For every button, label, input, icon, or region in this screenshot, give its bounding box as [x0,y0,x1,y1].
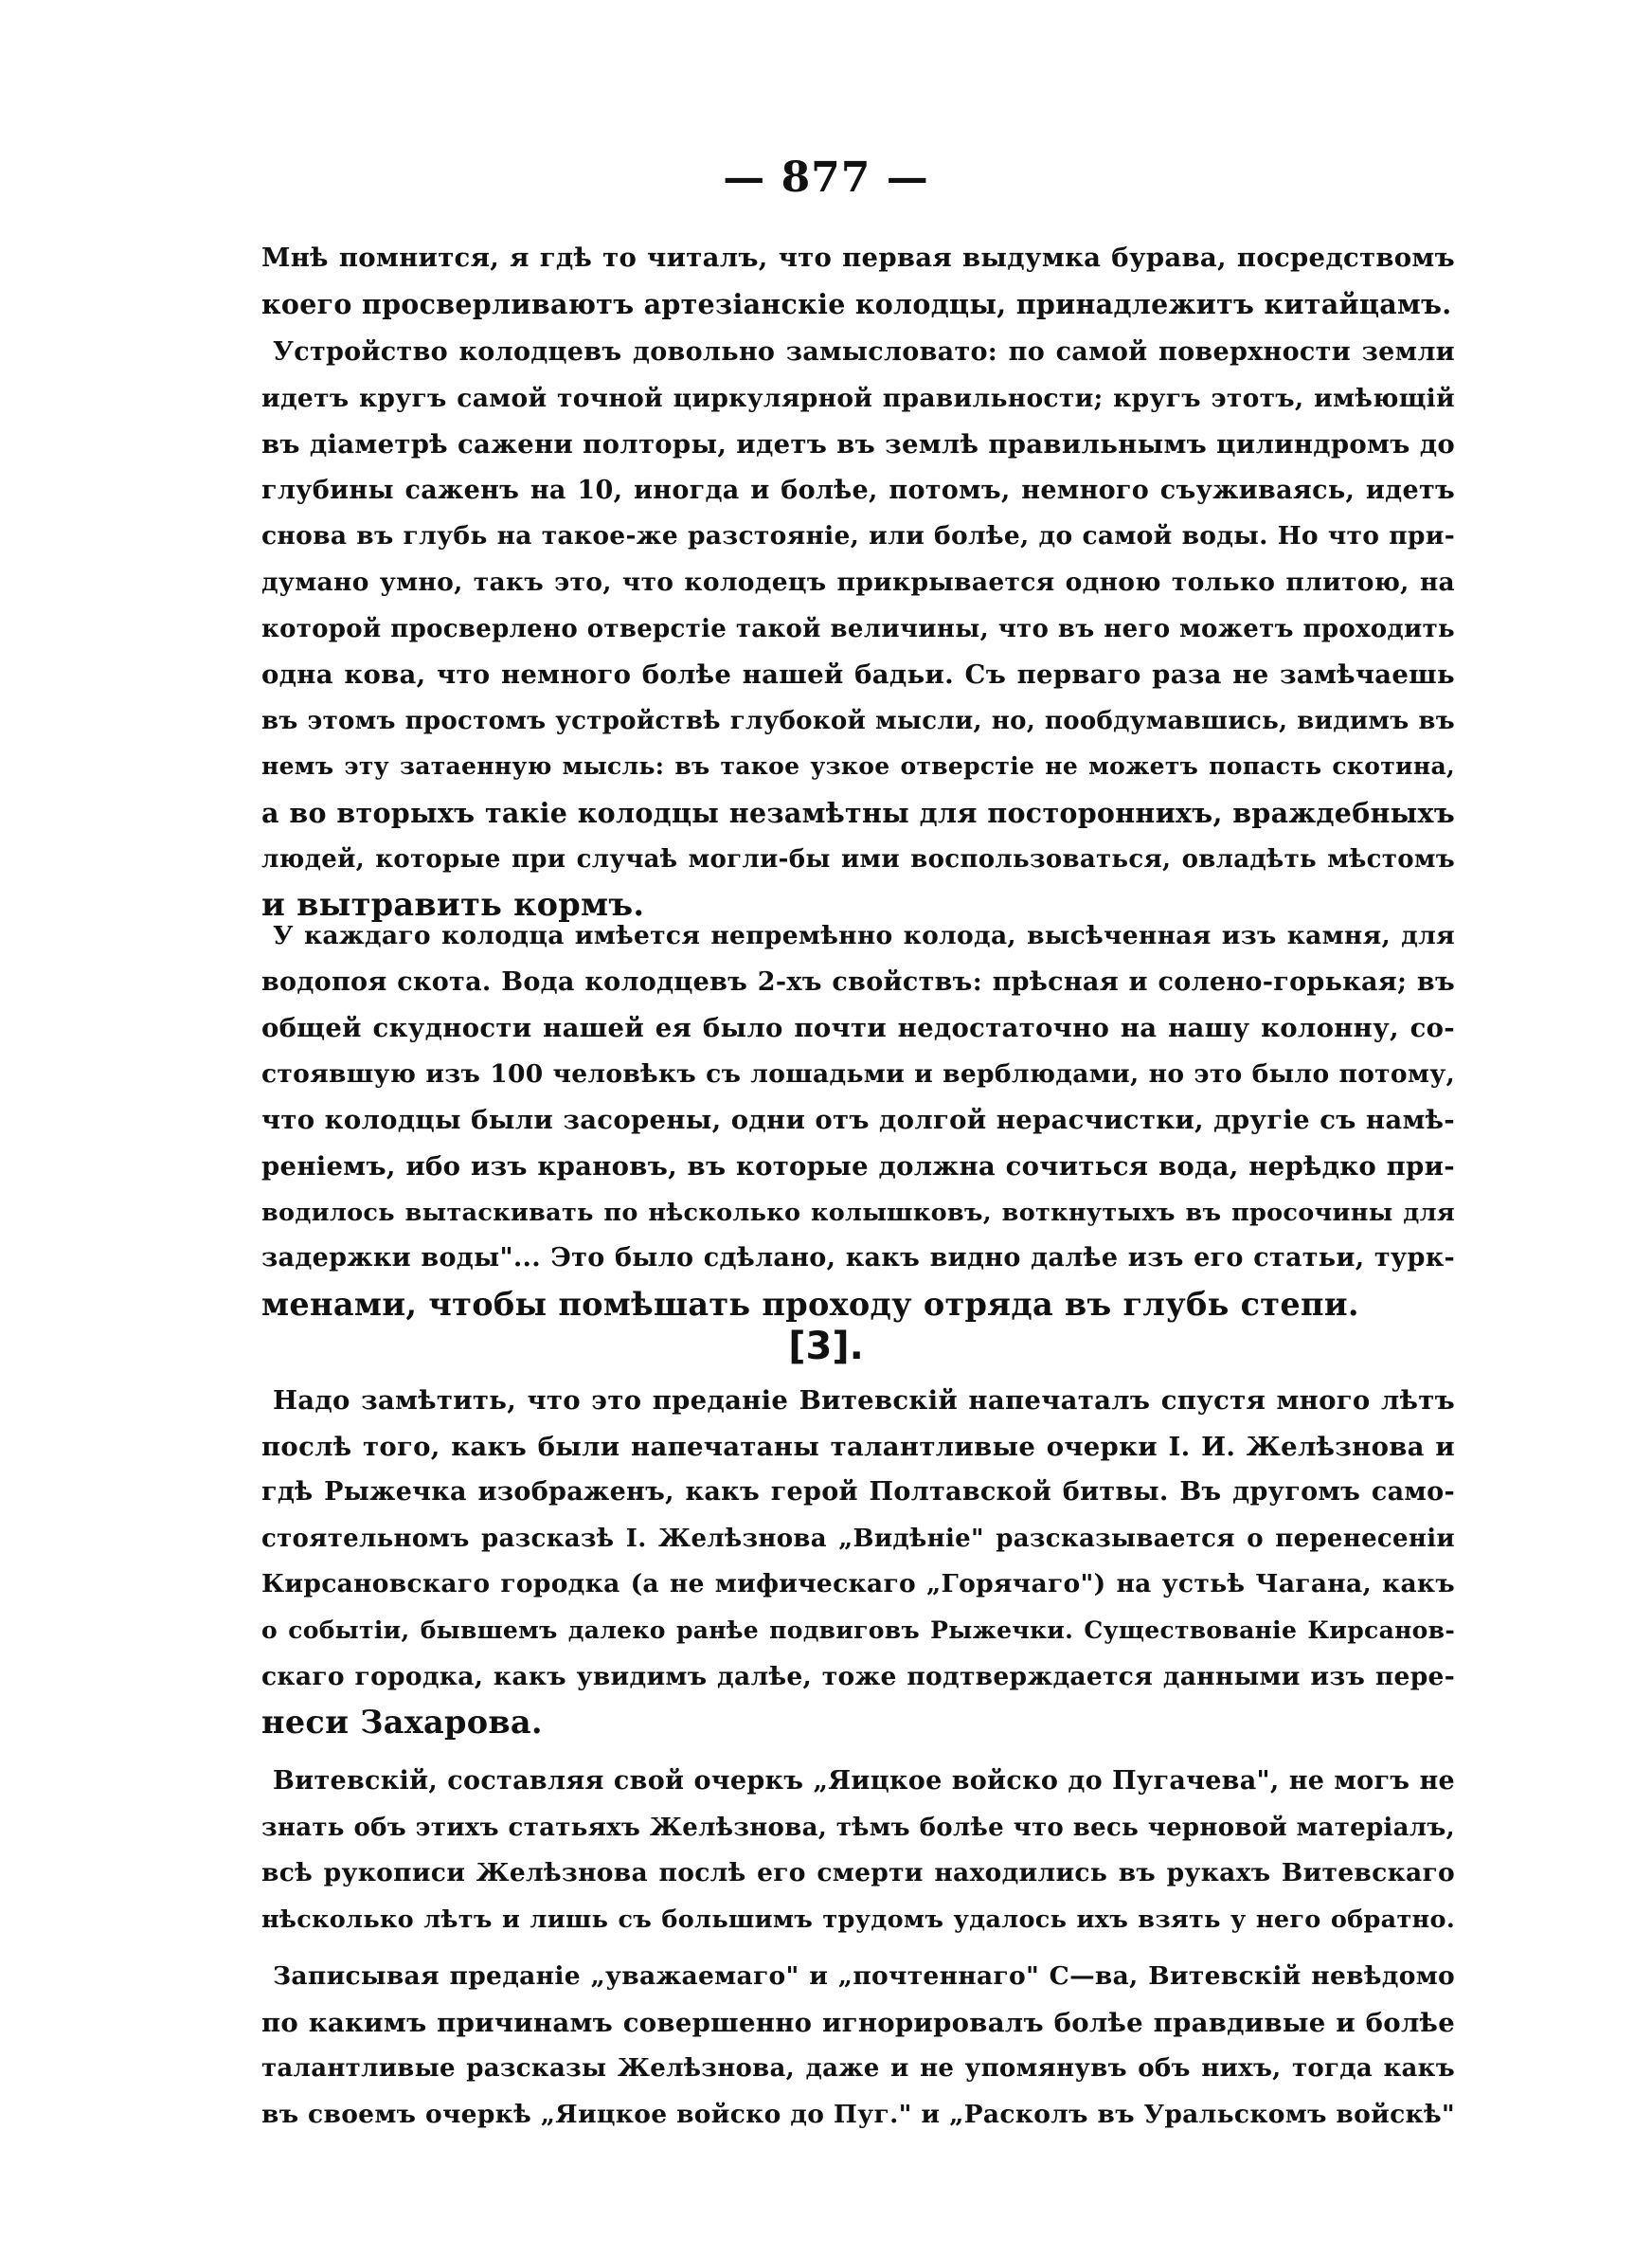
text-line: общей скудности нашей ея было почти недостаточно на нашу колонну, со- [261,1013,1455,1044]
text-line: немъ эту затаенную мысль: въ такое узкое отверстіе не можетъ попасть скотина, [261,752,1455,781]
text-line: по какимъ причинамъ совершенно игнорировалъ болѣе правдивые и болѣе [261,2007,1455,2038]
text-line: скаго городка, какъ увидимъ далѣе, тоже подтверждается данными изъ пере- [261,1661,1455,1691]
text-line: которой просверлено отверстіе такой величины, что въ него можетъ проходить [261,614,1455,643]
text-line: Надо замѣтить, что это преданіе Витевскій напечаталъ спустя много лѣтъ [273,1385,1455,1416]
text-line: стоявшую изъ 100 человѣкъ съ лошадьми и верблюдами, но это было потому, [261,1058,1455,1089]
text-line: снова въ глубь на такое-же разстояніе, или болѣе, до самой воды. Но что при- [261,521,1455,551]
text-line: людей, которые при случаѣ могли-бы ими воспользоваться, овладѣть мѣстомъ [261,844,1455,874]
text-line: послѣ того, какъ были напечатаны талантливые очерки I. И. Желѣзнова и [261,1431,1455,1462]
text-line: всѣ рукописи Желѣзнова послѣ его смерти находились въ рукахъ Витевскаго [261,1858,1455,1888]
paragraph-3 [261,913,1455,1327]
text-line: что колодцы были засорены, одни отъ долгой нерасчистки, другіе съ намѣ- [261,1105,1455,1136]
paragraph-4 [261,1378,1455,1746]
text-line: думано умно, такъ это, что колодецъ прикрывается одною только плитою, на [261,567,1455,597]
text-line: водилось вытаскивать по нѣсколько колышковъ, воткнутыхъ въ просочины для [261,1198,1455,1227]
text-line: въ этомъ простомъ устройствѣ глубокой мысли, но, пообдумавшись, видимъ въ [261,706,1455,735]
text-line: коего просверливаютъ артезіанскіе колодцы, принадлежитъ китайцамъ. [261,287,1452,320]
text-line: Кирсановскаго городка (а не мифическаго „Горячаго") на устьѣ Чагана, какъ [261,1569,1455,1599]
text-line: Устройство колодцевъ довольно замысловато: по самой поверхности земли [273,337,1455,367]
text-line: неси Захарова. [261,1704,543,1742]
text-line: Витевскій, составляя свой очеркъ „Яицкое войско до Пугачева", не могъ не [273,1766,1455,1796]
text-line: водопоя скота. Вода колодцевъ 2-хъ свойствъ: прѣсная и солено-горькая; въ [261,966,1455,997]
text-line: знать объ этихъ статьяхъ Желѣзнова, тѣмъ болѣе что весь черновой матеріалъ, [261,1813,1455,1842]
text-line: менами, чтобы помѣшать проходу отряда въ глубь степи. [261,1285,1359,1323]
text-line: задержки воды"... Это было сдѣлано, какъ видно далѣе изъ его статьи, турк- [261,1243,1455,1273]
text-line: глубины саженъ на 10, иногда и болѣе, потомъ, немного съуживаясь, идетъ [261,475,1455,505]
text-line: идетъ кругъ самой точной циркулярной правильности; кругъ этотъ, имѣющій [261,383,1455,413]
paragraph-2 [261,330,1455,929]
text-line: нѣсколько лѣтъ и лишь съ большимъ трудомъ удалось ихъ взять у него обратно. [261,1905,1455,1934]
text-line: Мнѣ помнится, я гдѣ то читалъ, что первая выдумка бурава, посредствомъ [261,243,1455,273]
page-number: — 877 — [723,153,929,202]
text-line: гдѣ Рыжечка изображенъ, какъ герой Полтавской битвы. Въ другомъ само- [261,1477,1455,1508]
text-line: въ своемъ очеркѣ „Яицкое войско до Пуг." и „Расколъ въ Уральскомъ войскѣ" [261,2099,1455,2129]
paragraph-6 [261,1954,1455,2138]
paragraph-5 [261,1759,1455,1942]
text-line: реніемъ, ибо изъ крановъ, въ которые должна сочиться вода, нерѣдко при- [261,1150,1455,1182]
text-line: У каждаго колодца имѣется непремѣнно колода, высѣченная изъ камня, для [273,921,1455,950]
text-line: стоятельномъ разсказѣ I. Желѣзнова „Видѣніе" разсказывается о перенесеніи [261,1524,1455,1553]
section-heading: [3]. [788,1325,864,1368]
paragraph-1 [261,235,1455,327]
text-line: а во вторыхъ такіе колодцы незамѣтны для постороннихъ, враждебныхъ [261,796,1455,829]
text-line: одна кова, что немного болѣе нашей бадьи. Съ перваго раза не замѣчаешь [261,659,1455,691]
text-line: и вытравить кормъ. [261,886,645,924]
text-line: о событіи, бывшемъ далеко ранѣе подвиговъ Рыжечки. Существованіе Кирсанов- [261,1616,1455,1644]
text-line: талантливые разсказы Желѣзнова, даже и не упомянувъ объ нихъ, тогда какъ [261,2054,1455,2084]
text-line: въ діаметрѣ сажени полторы, идетъ въ землѣ правильнымъ цилиндромъ до [261,429,1455,460]
text-line: Записывая преданіе „уважаемаго" и „почтеннаго" С—ва, Витевскій невѣдомо [273,1961,1455,1991]
